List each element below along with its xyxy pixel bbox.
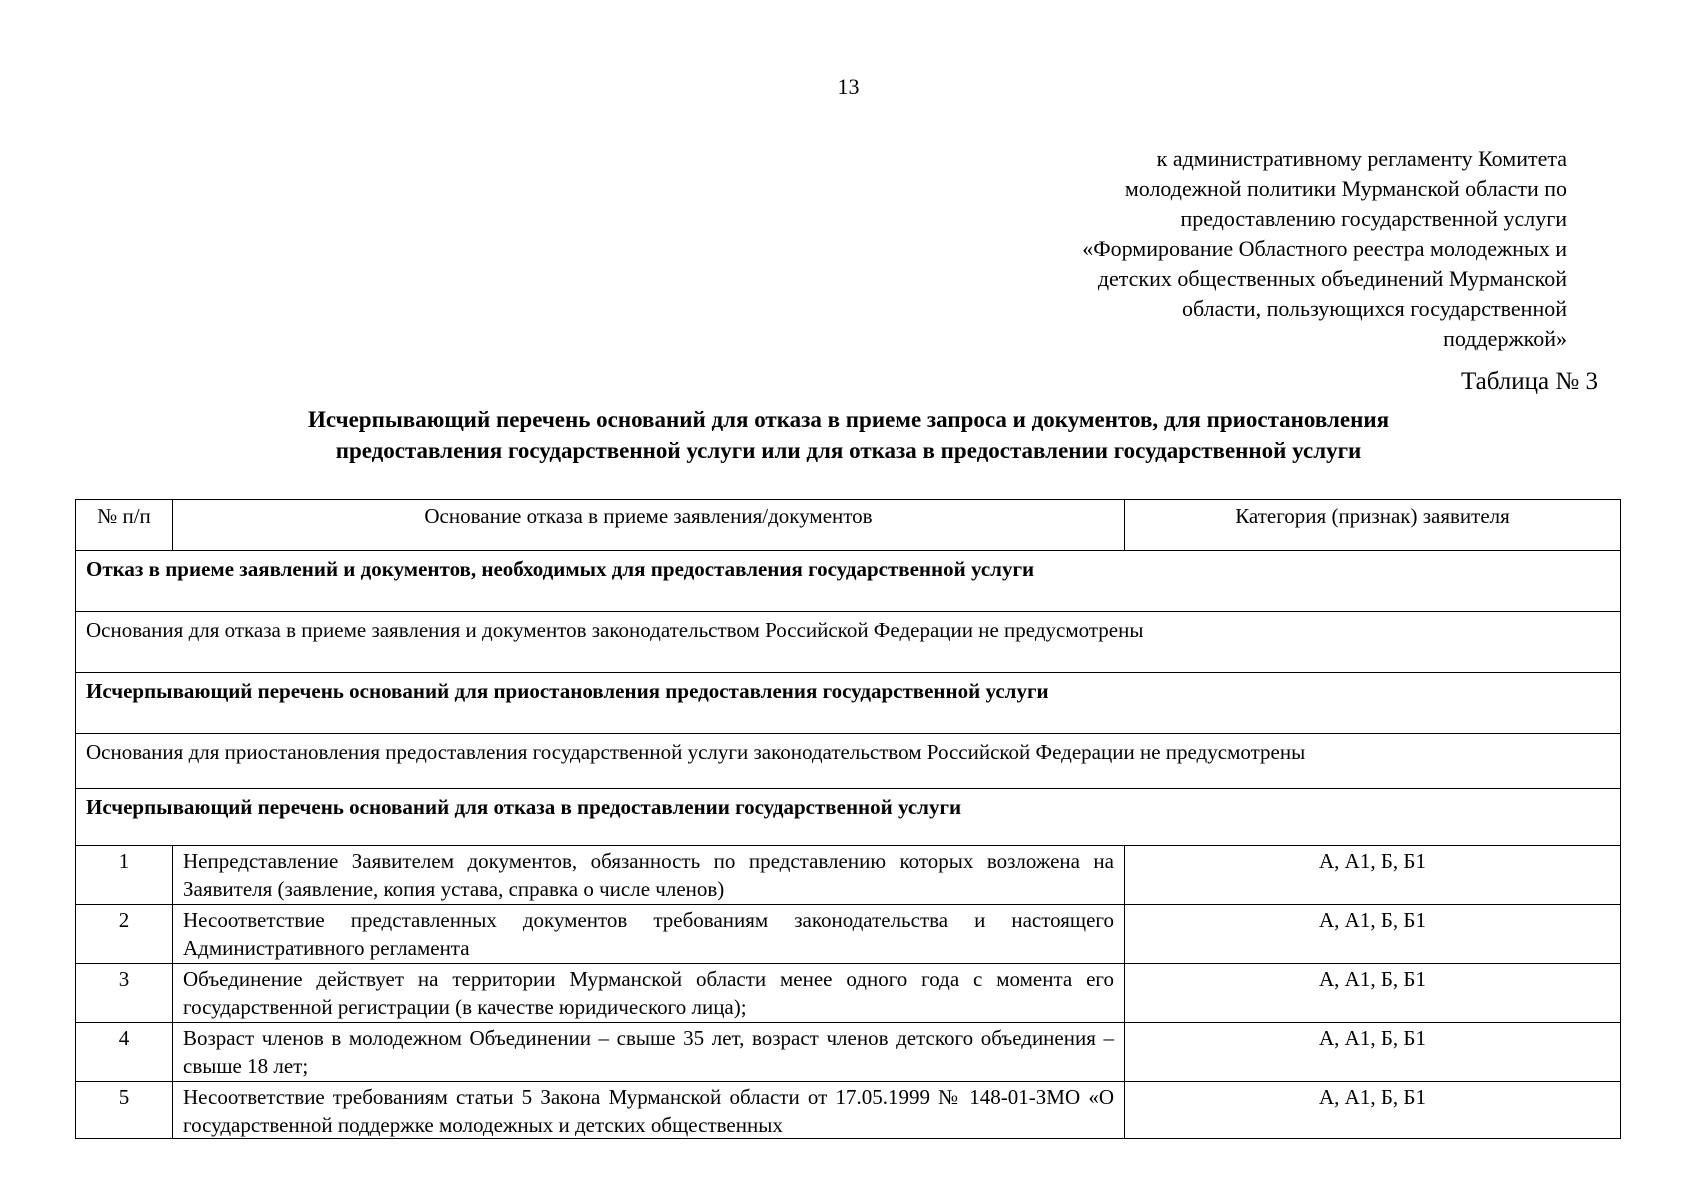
appendix-line: «Формирование Областного реестра молодежных и bbox=[1082, 236, 1567, 261]
document-title bbox=[80, 404, 1617, 466]
section-row bbox=[76, 551, 1621, 612]
header-category: Категория (признак) заявителя bbox=[1125, 500, 1621, 551]
section-note: Основания для отказа в приеме заявления и документов законодательством Российской Федерации не предусмотрены bbox=[76, 612, 1621, 673]
section-note: Основания для приостановления предоставления государственной услуги законодательством Российской Федерации не предусмотрены bbox=[76, 734, 1621, 789]
row-number: 2 bbox=[76, 905, 173, 964]
row-category: А, А1, Б, Б1 bbox=[1125, 1082, 1621, 1139]
header-number: № п/п bbox=[76, 500, 173, 551]
appendix-line: области, пользующихся государственной bbox=[1182, 296, 1567, 321]
row-reason: Несоответствие представленных документов требованиям законодательства и настоящего Административного регламента bbox=[173, 905, 1125, 964]
row-category: А, А1, Б, Б1 bbox=[1125, 905, 1621, 964]
grounds-table bbox=[75, 499, 1621, 1139]
appendix-line: детских общественных объединений Мурманской bbox=[1097, 266, 1567, 291]
row-category: А, А1, Б, Б1 bbox=[1125, 964, 1621, 1023]
row-reason-cell bbox=[173, 1082, 1125, 1139]
table-row bbox=[76, 1023, 1621, 1082]
title-line: Исчерпывающий перечень оснований для отказа в приеме запроса и документов, для приостановления bbox=[307, 407, 1390, 432]
section-row bbox=[76, 673, 1621, 734]
section-title: Отказ в приеме заявлений и документов, необходимых для предоставления государственной услуги bbox=[76, 551, 1621, 612]
row-number: 3 bbox=[76, 964, 173, 1023]
title-line: предоставления государственной услуги или для отказа в предоставлении государственной услуги bbox=[335, 438, 1362, 463]
row-number: 4 bbox=[76, 1023, 173, 1082]
row-number: 1 bbox=[76, 846, 173, 905]
appendix-line: поддержкой» bbox=[1443, 326, 1567, 351]
row-reason: Возраст членов в молодежном Объединении – свыше 35 лет, возраст членов детского объединения – свыше 18 лет; bbox=[173, 1023, 1125, 1082]
appendix-line: молодежной политики Мурманской области по bbox=[1124, 176, 1567, 201]
table-row bbox=[76, 905, 1621, 964]
row-reason: Несоответствие требованиям статьи 5 Закона Мурманской области от 17.05.1999 № 148-01-ЗМО «О государственной поддержке молодежных и детских общественных bbox=[183, 1085, 1114, 1137]
table-header-row bbox=[76, 500, 1621, 551]
note-row bbox=[76, 734, 1621, 789]
table-row bbox=[76, 1082, 1621, 1139]
row-reason: Непредставление Заявителем документов, обязанность по представлению которых возложена на Заявителя (заявление, копия устава, справка о числе членов) bbox=[173, 846, 1125, 905]
header-reason: Основание отказа в приеме заявления/документов bbox=[173, 500, 1125, 551]
section-row bbox=[76, 789, 1621, 846]
appendix-note bbox=[967, 144, 1567, 354]
note-row bbox=[76, 612, 1621, 673]
row-reason: Объединение действует на территории Мурманской области менее одного года с момента его государственной регистрации (в качестве юридического лица); bbox=[173, 964, 1125, 1023]
appendix-line: предоставлению государственной услуги bbox=[1180, 206, 1567, 231]
section-title: Исчерпывающий перечень оснований для отказа в предоставлении государственной услуги bbox=[76, 789, 1621, 846]
section-title: Исчерпывающий перечень оснований для приостановления предоставления государственной услуги bbox=[76, 673, 1621, 734]
row-category: А, А1, Б, Б1 bbox=[1125, 1023, 1621, 1082]
row-category: А, А1, Б, Б1 bbox=[1125, 846, 1621, 905]
row-number: 5 bbox=[76, 1082, 173, 1139]
appendix-line: к административному регламенту Комитета bbox=[1156, 146, 1567, 171]
table-row bbox=[76, 964, 1621, 1023]
table-row bbox=[76, 846, 1621, 905]
table-label: Таблица № 3 bbox=[1460, 368, 1598, 395]
page-number: 13 bbox=[837, 74, 860, 99]
